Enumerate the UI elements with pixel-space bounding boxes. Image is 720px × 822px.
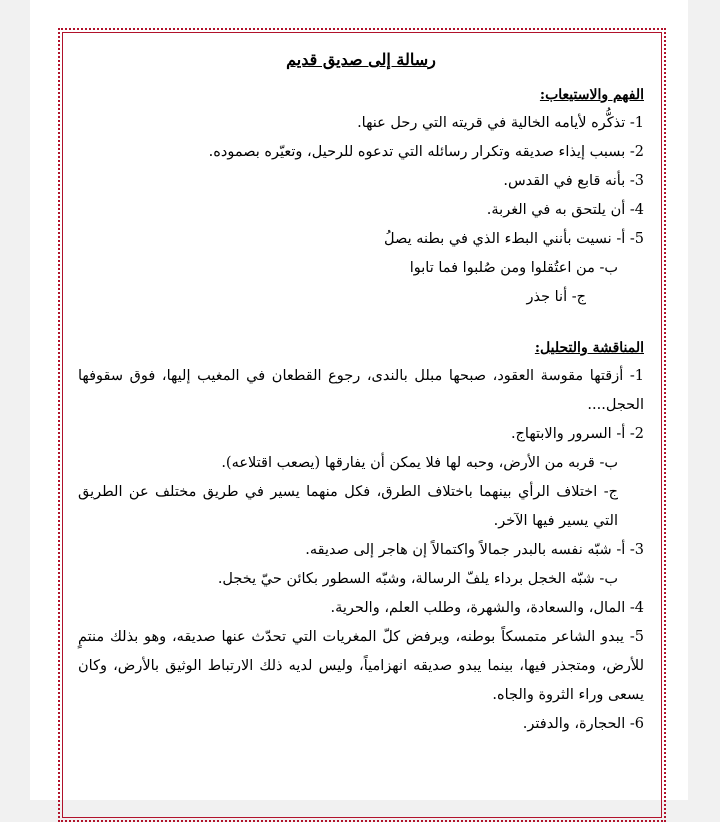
- answer-line: ب- شبّه الخجل برداء يلفّ الرسالة، وشبّه السطور بكائن حيّ يخجل.: [217, 571, 618, 587]
- answer-line: 1- تذكُّره لأيامه الخالية في قريته التي رحل عنها.: [357, 115, 644, 131]
- answer-line: 1- أزقتها مقوسة العقود، صبحها مبلل بالندى، رجوع القطعان في المغيب إليها، فوق سقوفها الحجل....: [78, 368, 644, 413]
- answer-line: 6- الحجارة، والدفتر.: [522, 716, 644, 732]
- answer-line: 3- أ- شبّه نفسه بالبدر جمالاً واكتمالاً إن هاجر إلى صديقه.: [305, 542, 644, 558]
- document-content: [78, 50, 644, 739]
- answer-line: 3- بأنه قابع في القدس.: [503, 173, 644, 189]
- answer-line: ج- أنا جذر: [526, 289, 586, 305]
- answer-line: 4- أن يلتحق به في الغربة.: [486, 202, 644, 218]
- page-title: رسالة إلى صديق قديم: [286, 50, 436, 69]
- section-heading-analysis: المناقشة والتحليل:: [534, 340, 644, 356]
- answer-line: ج- اختلاف الرأي بينهما باختلاف الطرق، فكل منهما يسير في طريق مختلف عن الطريق التي يسير فيها الآخر.: [78, 484, 618, 529]
- answer-line: 2- أ- السرور والابتهاج.: [510, 426, 644, 442]
- answer-line: 4- المال، والسعادة، والشهرة، وطلب العلم، والحرية.: [330, 600, 644, 616]
- answer-line: ب- قربه من الأرض، وحبه لها فلا يمكن أن يفارقها (يصعب اقتلاعه).: [221, 455, 618, 471]
- answer-line: 5- أ- نسيت بأنني البطء الذي في بطنه يصلُ: [384, 231, 644, 247]
- answer-line: 2- بسبب إيذاء صديقه وتكرار رسائله التي تدعوه للرحيل، وتعيّره بصموده.: [208, 144, 644, 160]
- section-heading-comprehension: الفهم والاستيعاب:: [539, 87, 644, 103]
- section-gap: [78, 312, 644, 340]
- answer-line: ب- من اعتُقلوا ومن صُلبوا فما تابوا: [409, 260, 618, 276]
- answer-line: 5- يبدو الشاعر متمسكاً بوطنه، ويرفض كلّ المغريات التي تحدّث عنها صديقه، وهو بذلك منتمٍ للأرض، ومتجذر فيها، بينما يبدو صديقه انهزامياً، وليس لديه ذلك الارتباط الوثيق بالأرض، وكان يسعى وراء الثروة والجاه.: [78, 629, 644, 703]
